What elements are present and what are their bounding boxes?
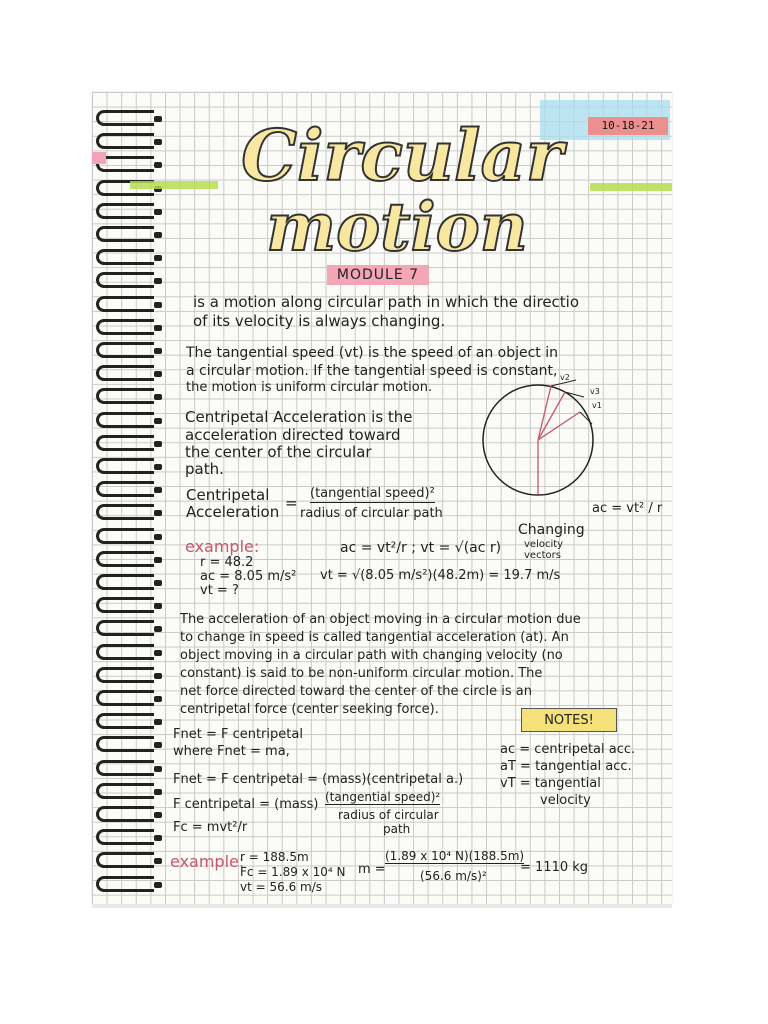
paragraph-line-1: The acceleration of an object moving in a circular motion due xyxy=(180,612,581,627)
spiral-ring xyxy=(96,760,154,776)
spiral-ring xyxy=(96,388,154,404)
example2-m-label: m = xyxy=(358,862,386,877)
spiral-ring xyxy=(96,481,154,497)
spiral-ring xyxy=(96,783,154,799)
formula-numerator: (tangential speed)² xyxy=(310,486,435,501)
force-line-5: Fc = mvt²/r xyxy=(173,820,248,835)
spiral-ring xyxy=(96,852,154,868)
page-edge xyxy=(92,904,672,908)
example2-result: = 1110 kg xyxy=(520,860,589,875)
spiral-ring xyxy=(96,226,154,242)
caption-line-2: velocity xyxy=(524,539,564,550)
example1-vt: vt = ? xyxy=(200,583,239,598)
spiral-ring xyxy=(96,296,154,312)
caption-line-1: Changing xyxy=(518,522,585,538)
force-line-1: Fnet = F centripetal xyxy=(173,727,303,742)
title-line-2: motion xyxy=(266,188,528,262)
spiral-ring xyxy=(96,319,154,335)
spiral-ring xyxy=(96,342,154,358)
notes-line-1: ac = centripetal acc. xyxy=(500,742,636,757)
spiral-ring xyxy=(96,110,154,126)
force-line-2: where Fnet = ma, xyxy=(173,744,290,759)
force-line-4-denominator-2: path xyxy=(383,822,411,836)
formula-left-1: Centripetal xyxy=(186,486,270,504)
circle-diagram xyxy=(480,372,670,572)
example2-fc: Fc = 1.89 x 10⁴ N xyxy=(240,865,346,879)
title-line-1: Circular xyxy=(241,114,563,197)
vector-label-v1: v1 xyxy=(592,401,602,410)
definition-line-1: is a motion along circular path in which the directio xyxy=(193,293,580,311)
tangential-line-3: the motion is uniform circular motion. xyxy=(186,380,433,395)
spiral-ring xyxy=(96,876,154,892)
spiral-ring xyxy=(96,620,154,636)
diagram-formula: ac = vt² / r xyxy=(592,501,663,516)
example1-ac: ac = 8.05 m/s² xyxy=(200,569,297,584)
spiral-ring xyxy=(96,528,154,544)
notes-line-3: vT = tangential xyxy=(500,776,601,791)
vector-label-v2: v2 xyxy=(560,373,570,382)
example2-r: r = 188.5m xyxy=(240,850,309,864)
formula-left-2: Acceleration xyxy=(186,503,280,521)
date-tag: 10-18-21 xyxy=(588,117,668,135)
pink-tab xyxy=(92,152,106,164)
example2-label: example: xyxy=(170,852,245,871)
paragraph-line-4: constant) is said to be non-uniform circular motion. The xyxy=(180,666,543,681)
example1-r: r = 48.2 xyxy=(200,555,254,570)
force-line-4-numerator: (tangential speed)² xyxy=(325,790,441,804)
spiral-ring xyxy=(96,597,154,613)
spiral-ring xyxy=(96,690,154,706)
spiral-ring xyxy=(96,667,154,683)
paragraph-line-6: centripetal force (center seeking force). xyxy=(180,702,439,717)
spiral-ring xyxy=(96,736,154,752)
spiral-ring xyxy=(96,365,154,381)
formula-denominator: radius of circular path xyxy=(300,506,443,521)
paragraph-line-5: net force directed toward the center of the circle is an xyxy=(180,684,533,699)
tangential-line-2: a circular motion. If the tangential speed is constant, xyxy=(186,363,558,379)
title-lettering xyxy=(215,112,590,262)
spiral-ring xyxy=(96,829,154,845)
spiral-ring xyxy=(96,644,154,660)
tangential-line-1: The tangential speed (vt) is the speed of an object in xyxy=(186,345,558,361)
definition-line-2: of its velocity is always changing. xyxy=(193,312,446,330)
spiral-ring xyxy=(96,551,154,567)
vector-label-v3: v3 xyxy=(590,387,600,396)
force-line-3: Fnet = F centripetal = (mass)(centripetal a.) xyxy=(173,772,464,787)
spiral-ring xyxy=(96,435,154,451)
notes-tag: NOTES! xyxy=(521,708,617,732)
example1-solution: vt = √(8.05 m/s²)(48.2m) = 19.7 m/s xyxy=(320,568,561,583)
paragraph-line-2: to change in speed is called tangential acceleration (at). An xyxy=(180,630,569,645)
formula-equals: = xyxy=(285,494,298,512)
example2-vt: vt = 56.6 m/s xyxy=(240,880,323,894)
spiral-ring xyxy=(96,574,154,590)
spiral-binding xyxy=(96,110,156,910)
module-tag: MODULE 7 xyxy=(327,265,429,285)
centripetal-def-line-3: the center of the circular xyxy=(185,443,372,461)
spiral-ring xyxy=(96,412,154,428)
caption-line-3: vectors xyxy=(524,550,561,561)
spiral-ring xyxy=(96,272,154,288)
force-line-4-left: F centripetal = (mass) xyxy=(173,797,319,812)
example2-numerator: (1.89 x 10⁴ N)(188.5m) xyxy=(385,849,525,863)
spiral-ring xyxy=(96,458,154,474)
notes-line-2: aT = tangential acc. xyxy=(500,759,632,774)
highlight-green-left xyxy=(130,181,218,189)
highlight-green-right xyxy=(590,183,672,191)
spiral-ring xyxy=(96,249,154,265)
radius-line-2 xyxy=(538,392,565,440)
spiral-ring xyxy=(96,806,154,822)
centripetal-def-line-4: path. xyxy=(185,460,224,478)
centripetal-def-line-1: Centripetal Acceleration is the xyxy=(185,408,413,426)
centripetal-def-line-2: acceleration directed toward xyxy=(185,426,401,444)
example2-denominator: (56.6 m/s)² xyxy=(420,869,487,883)
notes-line-4: velocity xyxy=(540,793,591,808)
paragraph-line-3: object moving in a circular path with changing velocity (no xyxy=(180,648,563,663)
spiral-ring xyxy=(96,133,154,149)
example1-label: example: xyxy=(185,537,260,556)
force-line-4-denominator-1: radius of circular xyxy=(338,808,439,822)
example1-formula: ac = vt²/r ; vt = √(ac r) xyxy=(340,540,502,556)
spiral-ring xyxy=(96,713,154,729)
spiral-ring xyxy=(96,504,154,520)
spiral-ring xyxy=(96,203,154,219)
